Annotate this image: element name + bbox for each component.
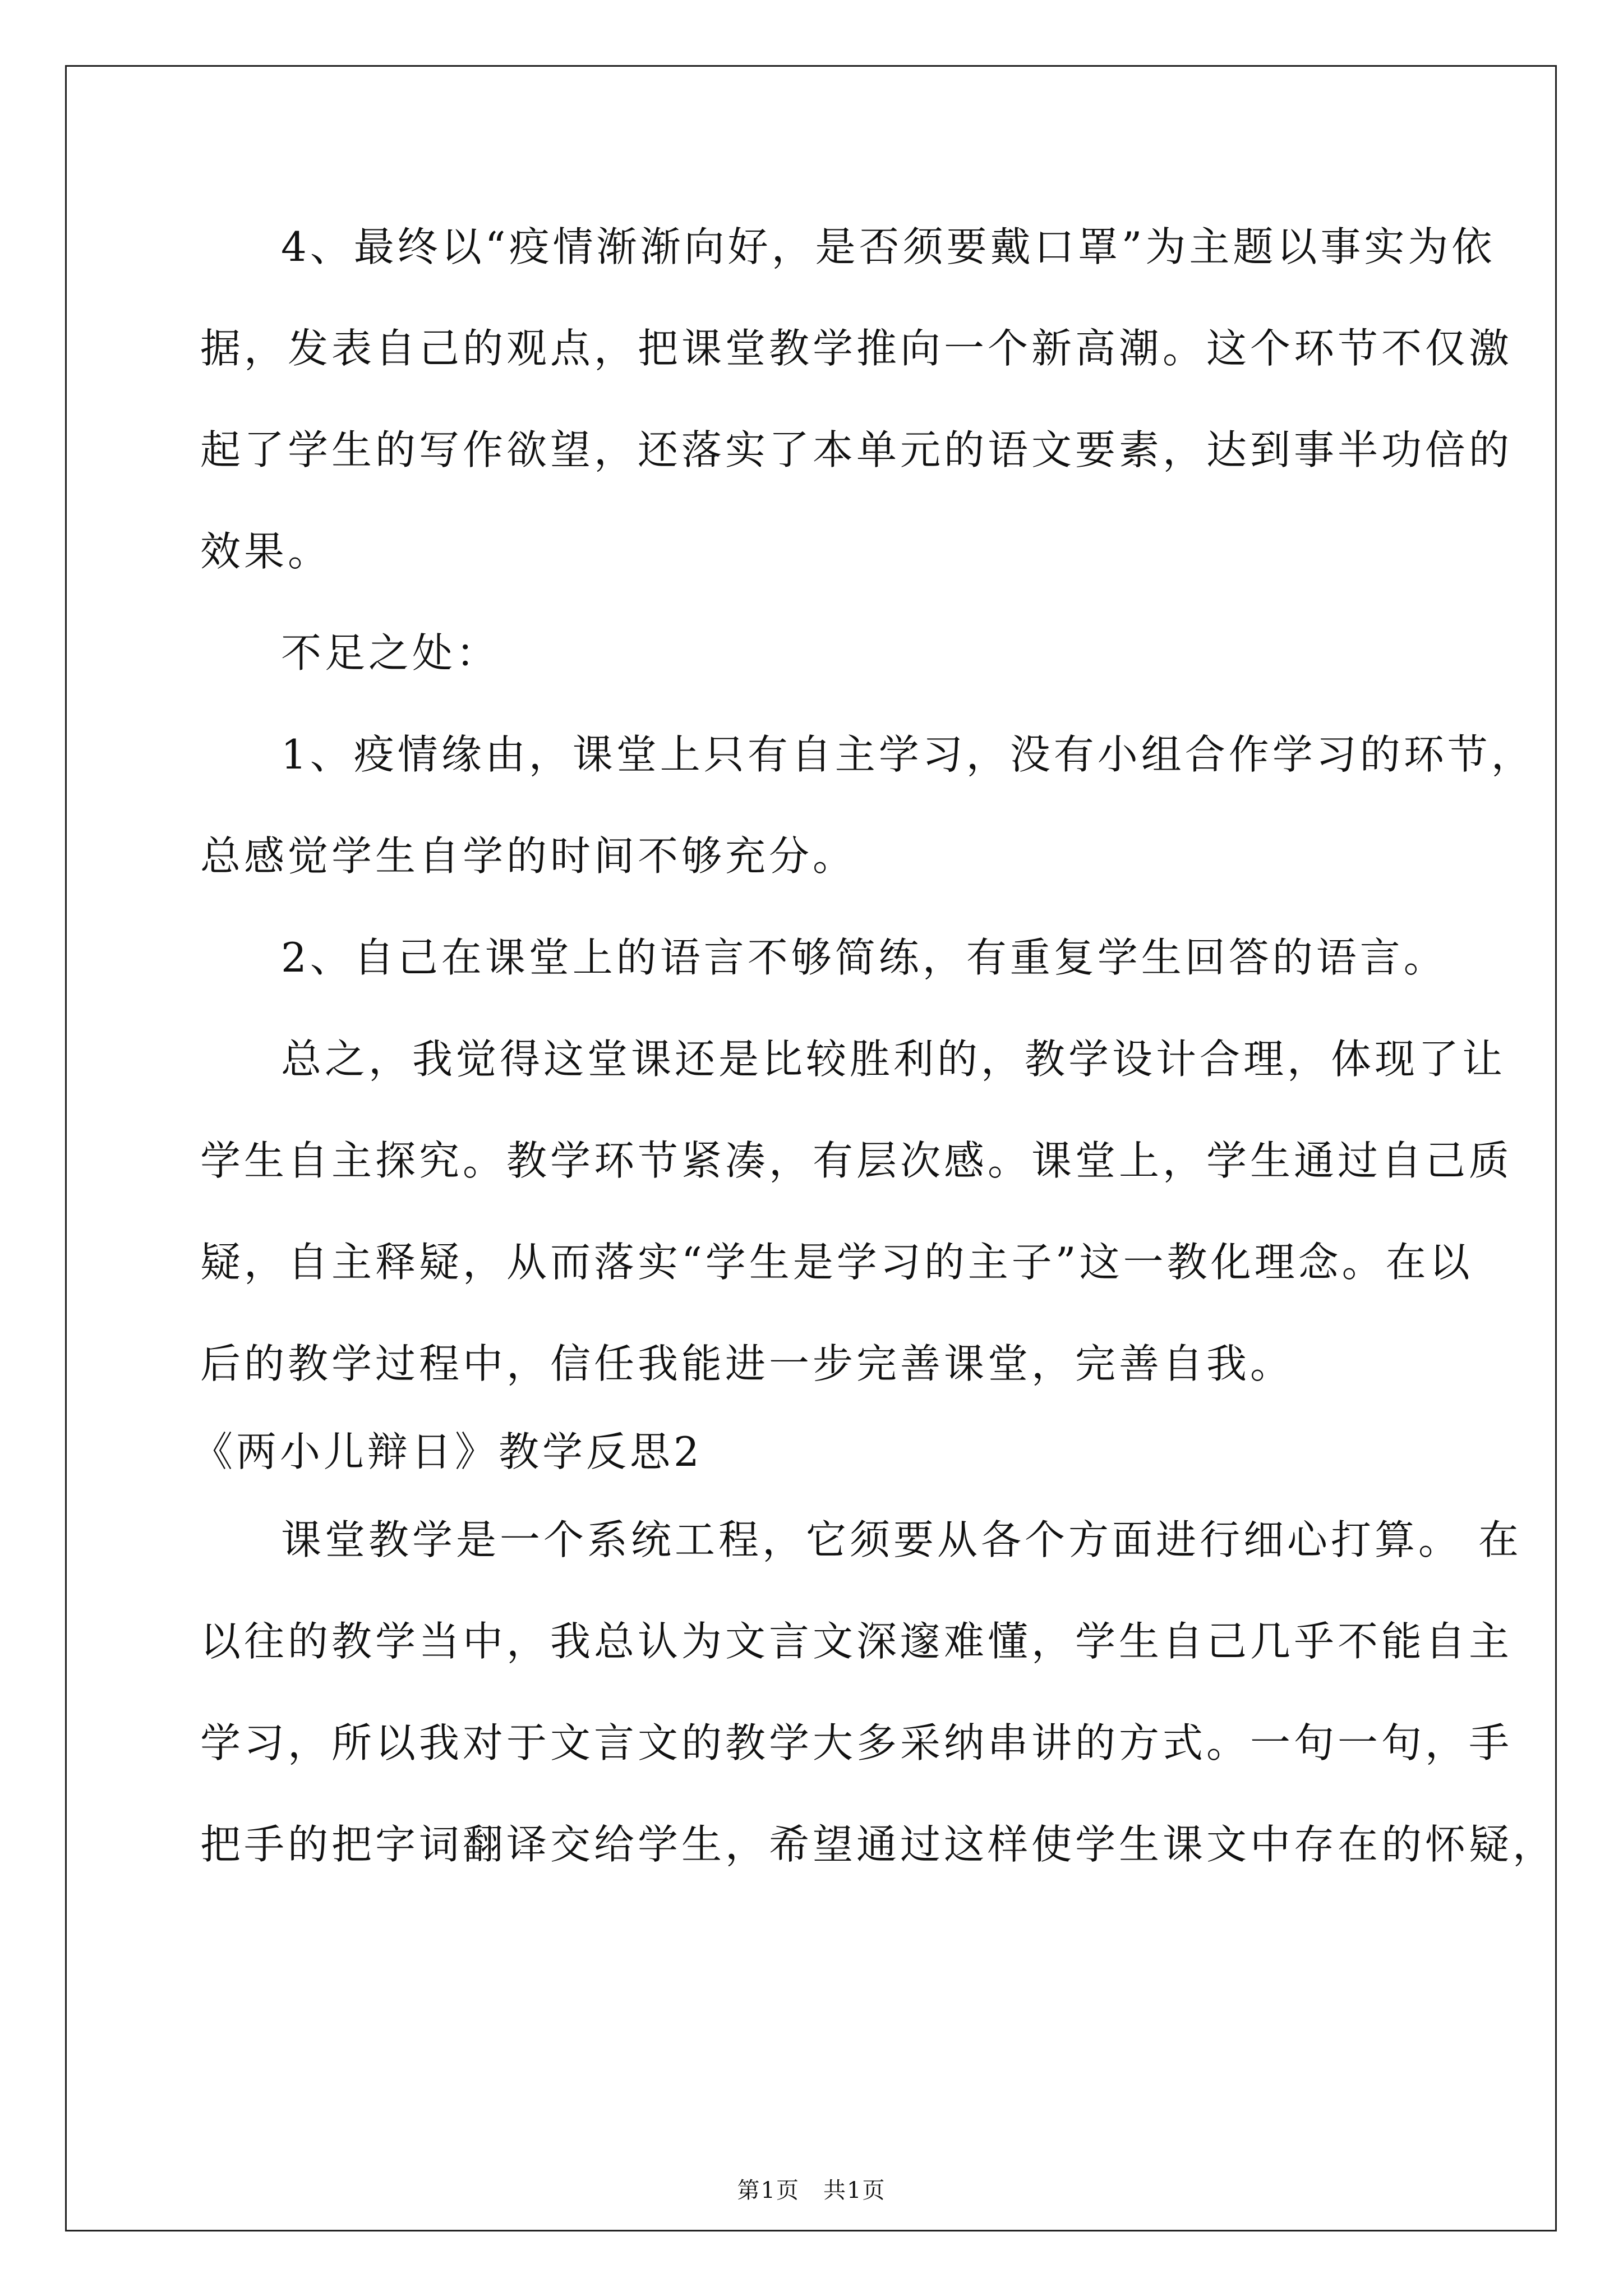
paragraph-line: 效果。 — [200, 528, 332, 575]
paragraph-line: 课堂教学是一个系统工程，它须要从各个方面进行细心打算。 在 — [281, 1516, 1522, 1563]
section-heading: 《两小儿辩日》教学反思2 — [192, 1428, 703, 1475]
paragraph-line: 2、自己在课堂上的语言不够简练，有重复学生回答的语言。 — [281, 934, 1447, 981]
paragraph-line: 学生自主探究。教学环节紧凑，有层次感。课堂上，学生通过自己质 — [200, 1137, 1513, 1184]
paragraph-line: 把手的把字词翻译交给学生，希望通过这样使学生课文中存在的怀疑， — [200, 1821, 1557, 1868]
paragraph-line: 起了学生的写作欲望，还落实了本单元的语文要素，达到事半功倍的 — [200, 426, 1513, 473]
paragraph-line: 1、疫情缘由，课堂上只有自主学习，没有小组合作学习的环节， — [281, 731, 1535, 778]
paragraph-line: 总感觉学生自学的时间不够充分。 — [200, 832, 857, 880]
paragraph-line: 据，发表自己的观点，把课堂教学推向一个新高潮。这个环节不仅激 — [200, 325, 1513, 372]
paragraph-line: 4、最终以“疫情渐渐向好，是否须要戴口罩”为主题以事实为依 — [281, 223, 1496, 270]
paragraph-line: 总之，我觉得这堂课还是比较胜利的，教学设计合理，体现了让 — [281, 1036, 1506, 1083]
paragraph-line: 疑，自主释疑，从而落实“学生是学习的主子”这一教化理念。在以 — [200, 1239, 1473, 1286]
paragraph-line: 以往的教学当中，我总认为文言文深邃难懂，学生自己几乎不能自主 — [200, 1618, 1513, 1665]
page-footer: 第1页 共1页 — [737, 2178, 886, 2203]
section-label: 不足之处： — [281, 629, 500, 677]
paragraph-line: 后的教学过程中，信任我能进一步完善课堂，完善自我。 — [200, 1340, 1294, 1387]
paragraph-line: 学习，所以我对于文言文的教学大多采纳串讲的方式。一句一句，手 — [200, 1719, 1513, 1766]
